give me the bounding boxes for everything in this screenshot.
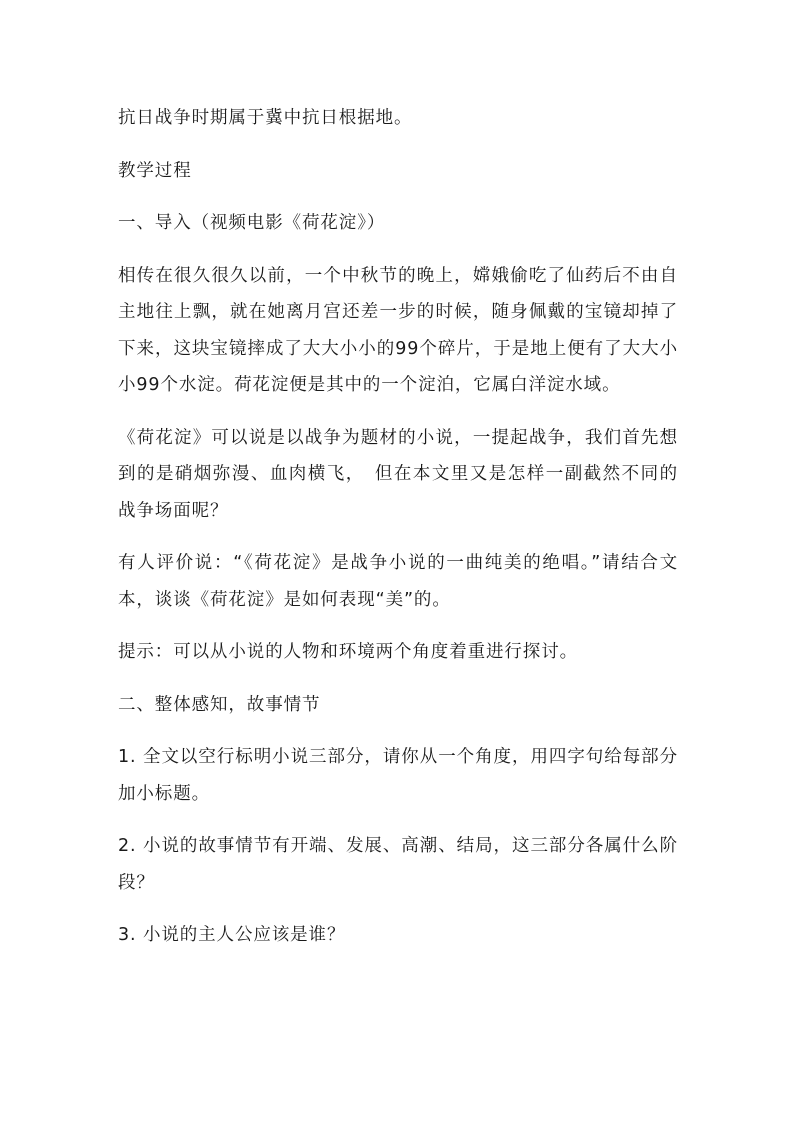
paragraph-war-theme: 《荷花淀》可以说是以战争为题材的小说，一提起战争，我们首先想到的是硝烟弥漫、血肉横飞， 但在本文里又是怎样一副截然不同的战争场面呢？	[118, 427, 678, 521]
paragraph-gap	[118, 812, 678, 828]
question-2: 2. 小说的故事情节有开端、发展、高潮、结局，这三部分各属什么阶段？	[118, 836, 678, 893]
paragraph-gap	[118, 618, 678, 634]
paragraph-legend: 相传在很久很久以前，一个中秋节的晚上，嫦娥偷吃了仙药后不由自主地往上飘，就在她离月宫还差一步的时候，随身佩戴的宝镜却掉了下来，这块宝镜摔成了大大小小的99个碎片，于是地上便有了大大小小99个水淀。荷花淀便是其中的一个淀泊，它属白洋淀水域。	[118, 265, 678, 395]
paragraph-gap	[118, 723, 678, 739]
paragraph-gap	[118, 671, 678, 687]
heading-overall-perception: 二、整体感知，故事情节	[118, 694, 321, 715]
heading-introduction: 一、导入（视频电影《荷花淀》）	[118, 213, 386, 233]
paragraph-evaluation: 有人评价说：“《荷花淀》是战争小说的一曲纯美的绝唱。”请结合文本，谈谈《荷花淀》是如何表现“美”的。	[118, 553, 678, 610]
paragraph-gap	[118, 404, 678, 420]
question-1: 1. 全文以空行标明小说三部分，请你从一个角度，用四字句给每部分加小标题。	[118, 747, 678, 804]
paragraph-gap	[118, 901, 678, 917]
paragraph-gap	[118, 137, 678, 153]
paragraph-gap	[118, 529, 678, 545]
paragraph-background: 抗日战争时期属于冀中抗日根据地。	[118, 108, 413, 128]
question-3: 3. 小说的主人公应该是谁？	[118, 925, 346, 945]
heading-teaching-process: 教学过程	[118, 160, 192, 181]
paragraph-hint: 提示：可以从小说的人物和环境两个角度着重进行探讨。	[118, 642, 578, 662]
paragraph-gap	[118, 242, 678, 258]
document-body	[118, 100, 678, 954]
paragraph-gap	[118, 189, 678, 205]
